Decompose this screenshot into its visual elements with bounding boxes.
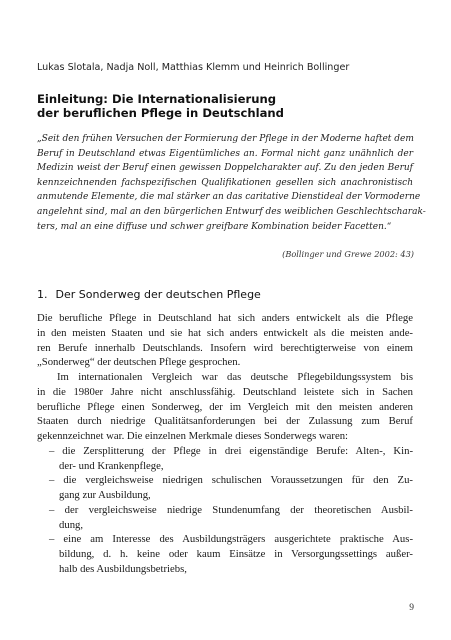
paragraph-line: ren Berufe innerhalb Deutschlands. Insofern wird berechtigterweise von einem xyxy=(37,341,413,354)
quote-line: anmutende Elemente, die mal stärker an das caritative Dienstideal der Vormoderne xyxy=(37,192,421,203)
list-item: – die vergleichsweise niedrigen schulischen Voraussetzungen für den Zu- xyxy=(49,474,413,487)
quote-line: kennzeichnenden fachspezifischen Qualifikationen gesellen sich anachronistisch xyxy=(37,177,413,188)
paragraph-line: Im internationalen Vergleich war das deutsche Pflegebildungssystem bis xyxy=(57,371,413,383)
paragraph-line: Staaten durch niedrige Qualitätsanforderungen bei der Zulassung zum Beruf xyxy=(37,415,413,428)
body-text xyxy=(37,311,413,577)
list-item: – der vergleichsweise niedrige Stundenumfang der theoretischen Ausbil- xyxy=(49,503,413,516)
page-number: 9 xyxy=(409,603,414,613)
section-number: 1. xyxy=(37,288,48,301)
paragraph-line: in den meisten Staaten und sie hat sich anders entwickelt als die meisten ande- xyxy=(37,326,413,339)
paragraph-line: berufliche Pflege einen Sonderweg, der im Vergleich mit den meisten anderen xyxy=(37,400,413,413)
quote-line: angelehnt sind, mal an den bürgerlichen Entwurf des weiblichen Geschlechtscharak- xyxy=(37,206,426,217)
quote-line: Beruf in Deutschland etwas Eigentümliches an. Formal nicht ganz unähnlich der xyxy=(37,148,413,159)
list-item-continuation: bildung, d. h. keine oder kaum Einsätze in Versorgungssettings außer- xyxy=(59,548,413,560)
paragraph-line: gekennzeichnet war. Die einzelnen Merkmale dieses Sonderwegs waren: xyxy=(37,430,349,442)
section-title: Der Sonderweg der deutschen Pflege xyxy=(55,288,261,301)
author-line: Lukas Slotala, Nadja Noll, Matthias Klemm und Heinrich Bollinger xyxy=(37,62,350,73)
list-item-continuation: der- und Krankenpflege, xyxy=(59,459,164,472)
section-heading xyxy=(37,288,261,301)
list-item-continuation: halb des Ausbildungsbetriebs, xyxy=(59,562,187,575)
quote-citation: (Bollinger und Grewe 2002: 43) xyxy=(282,249,414,259)
chapter-title-line-1: Einleitung: Die Internationalisierung xyxy=(37,92,277,106)
list-item-continuation: dung, xyxy=(59,518,84,531)
quote-line: „Seit den frühen Versuchen der Formierung der Pflege in der Moderne haftet dem xyxy=(37,134,414,144)
epigraph-quote xyxy=(37,132,426,234)
list-item: – eine am Interesse des Ausbildungsträgers ausgerichtete praktische Aus- xyxy=(49,533,413,546)
quote-line: ters, mal an eine diffuse und schwer greifbare Kombination beider Facetten.“ xyxy=(37,221,392,232)
quote-line: Medizin weist der Beruf einen gewissen Doppelcharakter auf. Zu den jeden Beruf xyxy=(37,163,413,174)
chapter-title-line-2: der beruflichen Pflege in Deutschland xyxy=(37,106,284,120)
paragraph-line: in die 1980er Jahre nicht anschlussfähig. Deutschland leistete sich in Sachen xyxy=(37,385,413,398)
paragraph-line: „Sonderweg“ der deutschen Pflege gesprochen. xyxy=(37,356,241,369)
list-item-continuation: gang zur Ausbildung, xyxy=(59,489,151,501)
chapter-title xyxy=(37,92,427,120)
paragraph-line: Die berufliche Pflege in Deutschland hat sich anders entwickelt als die Pflege xyxy=(37,312,413,324)
list-item: – die Zersplitterung der Pflege in drei eigenständige Berufe: Alten-, Kin- xyxy=(49,444,413,457)
